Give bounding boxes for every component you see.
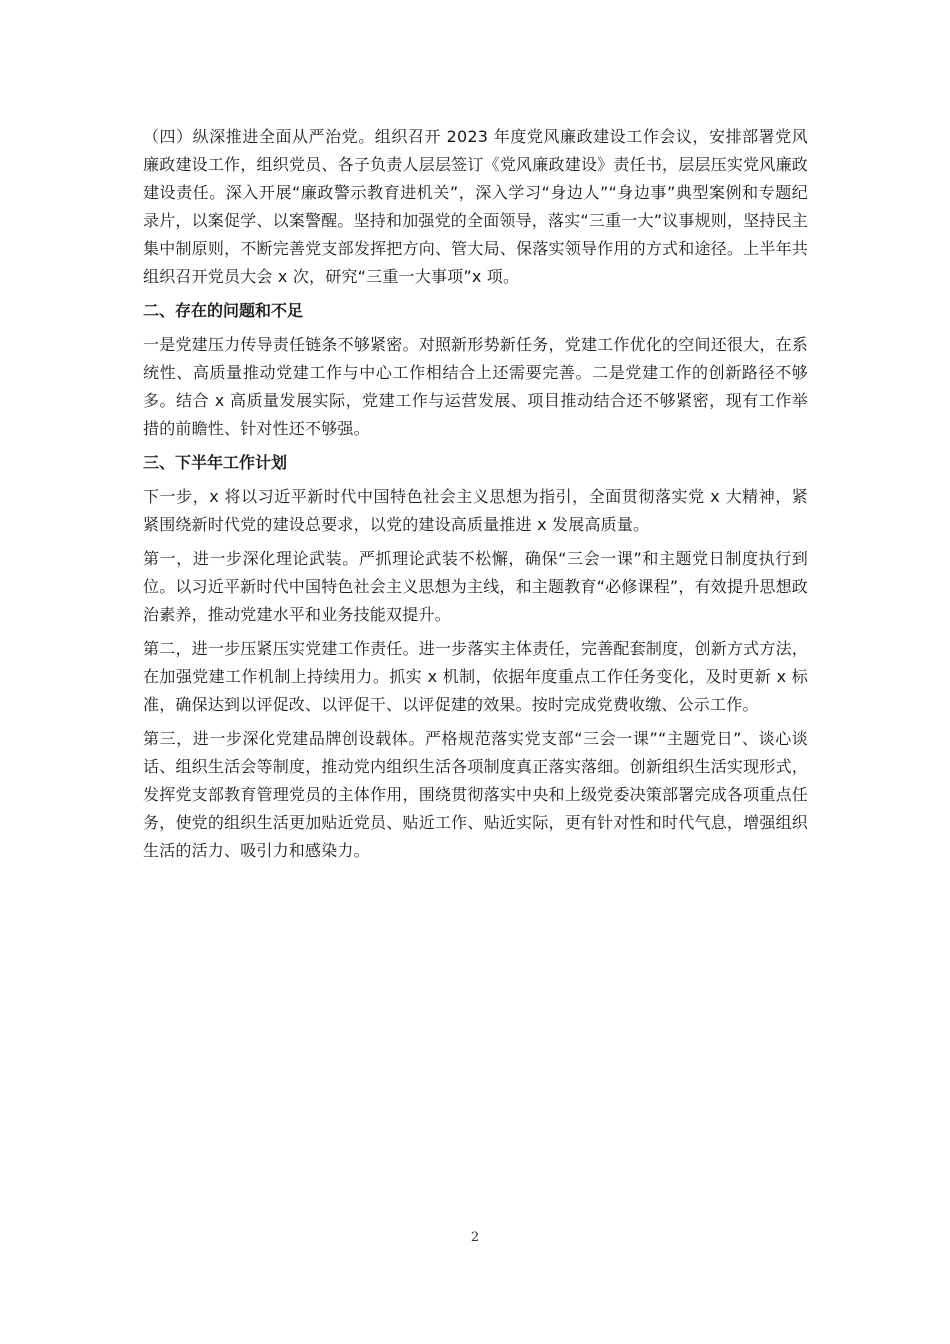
paragraph-plan-intro: 下一步，x 将以习近平新时代中国特色社会主义思想为指引，全面贯彻落实党 x 大精神，紧紧围绕新时代党的建设总要求，以党的建设高质量推进 x 发展高质量。 bbox=[143, 487, 808, 534]
section-heading-plan: 三、下半年工作计划 bbox=[143, 453, 288, 472]
section-heading-problems: 二、存在的问题和不足 bbox=[143, 301, 304, 320]
page-number: 2 bbox=[470, 1230, 480, 1245]
paragraph-plan-first: 第一，进一步深化理论武装。严抓理论武装不松懈，确保“三会一课”和主题党日制度执行到位。以习近平新时代中国特色社会主义思想为主线，和主题教育“必修课程”，有效提升思想政治素养，推动党建水平和业务技能双提升。 bbox=[143, 549, 808, 624]
paragraph-plan-second: 第二，进一步压紧压实党建工作责任。进一步落实主体责任，完善配套制度，创新方式方法，在加强党建工作机制上持续用力。抓实 x 机制，依据年度重点工作任务变化，及时更新 x 标准，确保达到以评促改、以评促干、以评促建的效果。按时完成党费收缴、公示工作。 bbox=[143, 639, 808, 714]
paragraph-problems: 一是党建压力传导责任链条不够紧密。对照新形势新任务，党建工作优化的空间还很大，在系统性、高质量推动党建工作与中心工作相结合上还需要完善。二是党建工作的创新路径不够多。结合 x 高质量发展实际，党建工作与运营发展、项目推动结合还不够紧密，现有工作举措的前瞻性、针对性还不够强。 bbox=[143, 335, 808, 438]
paragraph-discipline: （四）纵深推进全面从严治党。组织召开 2023 年度党风廉政建设工作会议，安排部署党风廉政建设工作，组织党员、各子负责人层层签订《党风廉政建设》责任书，层层压实党风廉政建设责任。深入开展“廉政警示教育进机关”，深入学习“身边人”“身边事”典型案例和专题纪录片，以案促学、以案警醒。坚持和加强党的全面领导，落实“三重一大”议事规则，坚持民主集中制原则，不断完善党支部发挥把方向、管大局、保落实领导作用的方式和途径。上半年共组织召开党员大会 x 次，研究“三重一大事项”x 项。 bbox=[143, 127, 808, 286]
document-body bbox=[143, 123, 808, 871]
paragraph-plan-third: 第三，进一步深化党建品牌创设载体。严格规范落实党支部“三会一课”“主题党日”、谈心谈话、组织生活会等制度，推动党内组织生活各项制度真正落实落细。创新组织生活实现形式，发挥党支部教育管理党员的主体作用，围绕贯彻落实中央和上级党委决策部署完成各项重点任务，使党的组织生活更加贴近党员、贴近工作、贴近实际，更有针对性和时代气息，增强组织生活的活力、吸引力和感染力。 bbox=[143, 729, 808, 860]
